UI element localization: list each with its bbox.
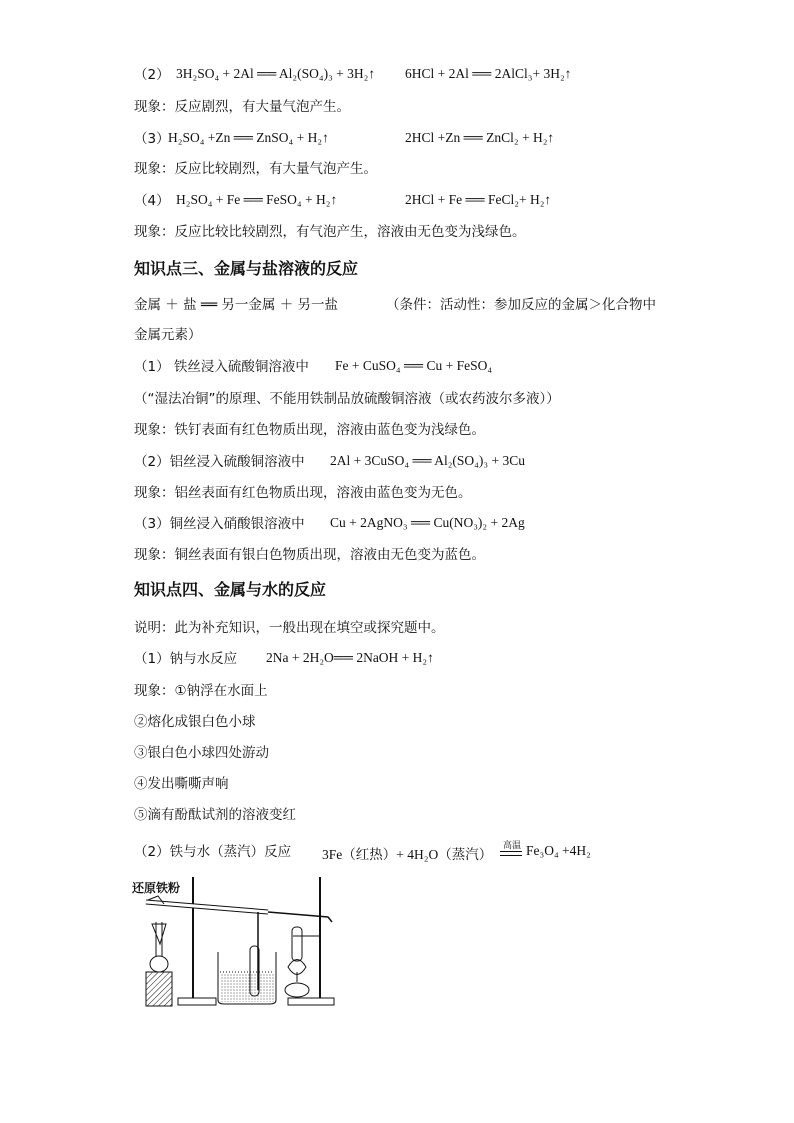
equation-cu-agno3: Cu + 2AgNO₃ ══ Cu(NO₃)₂ + 2Ag [330, 515, 525, 530]
eq-row-4-label: （4） [134, 193, 170, 209]
flask [150, 956, 168, 972]
condition-high-temp: 高温 [503, 841, 522, 851]
case-na-water-label: （1）钠与水反应 [134, 651, 238, 667]
stand-base-2 [288, 998, 334, 1005]
test-tube [292, 927, 302, 961]
na-phenomenon-3: ③银白色小球四处游动 [134, 745, 269, 761]
burner [285, 983, 309, 997]
equation-h2so4-zn: H₂SO₄ +Zn ══ ZnSO₄ + H₂↑ [168, 130, 329, 145]
metal-salt-condition-cont: 金属元素） [134, 327, 202, 343]
case-cu-agno3-label: （3）铜丝浸入硝酸银溶液中 [134, 516, 305, 532]
case-al-cuso4-label: （2）铝丝浸入硫酸铜溶液中 [134, 454, 305, 470]
na-phenomenon-4: ④发出嘶嘶声响 [134, 776, 229, 792]
phenomenon-cu-agno3: 现象：铜丝表面有银白色物质出现，溶液由无色变为蓝色。 [134, 547, 485, 563]
na-phenomenon-5: ⑤滴有酚酞试剂的溶液变红 [134, 807, 296, 823]
note-wet-copper: （“湿法冶铜”的原理、不能用铁制品放硫酸铜溶液（或农药波尔多液）） [134, 391, 560, 407]
reaction-equal-sign [500, 851, 522, 856]
iron-steam-apparatus-figure [128, 872, 343, 1012]
case-fe-steam-label: （2）铁与水（蒸汽）反应 [134, 844, 292, 860]
metal-salt-condition: （条件：活动性：参加反应的金属＞化合物中 [386, 297, 656, 313]
figure-label-iron-powder: 还原铁粉 [132, 881, 181, 895]
metal-salt-rule: 金属 ＋ 盐 ══ 另一金属 ＋ 另一盐 [134, 297, 339, 313]
water [220, 973, 274, 1002]
case-fe-cuso4-label: （1） 铁丝浸入硫酸铜溶液中 [134, 359, 309, 375]
equation-fe-steam-right: Fe₃O₄ +4H₂ [526, 843, 591, 858]
eq-row-3-label: （3） [134, 131, 170, 147]
delivery-tube [268, 912, 332, 922]
phenomenon-al-cuso4: 现象：铝丝表面有红色物质出现，溶液由蓝色变为无色。 [134, 485, 472, 501]
stand-base-1 [178, 998, 216, 1005]
supplement-note: 说明：此为补充知识，一般出现在填空或探究题中。 [134, 620, 445, 636]
na-phenomenon-2: ②熔化成银白色小球 [134, 714, 256, 730]
equation-fe-cuso4: Fe + CuSO₄ ══ Cu + FeSO₄ [335, 358, 493, 373]
equation-na-water: 2Na + 2H₂O══ 2NaOH + H₂↑ [266, 650, 434, 665]
heater-block [146, 972, 172, 1006]
eq-row-2-label: （2） [134, 67, 170, 83]
equation-hcl-al: 6HCl + 2Al ══ 2AlCl₃+ 3H₂↑ [405, 66, 572, 81]
phenomenon-al: 现象：反应剧烈，有大量气泡产生。 [134, 99, 350, 115]
section-heading-4: 知识点四、金属与水的反应 [134, 580, 327, 599]
section-heading-3: 知识点三、金属与盐溶液的反应 [134, 259, 359, 278]
phenomenon-fe: 现象：反应比较比较剧烈，有气泡产生，溶液由无色变为浅绿色。 [134, 224, 526, 240]
phenomenon-zn: 现象：反应比较剧烈，有大量气泡产生。 [134, 161, 377, 177]
na-phenomenon-1: 现象：①钠浮在水面上 [134, 683, 268, 699]
phenomenon-fe-cuso4: 现象：铁钉表面有红色物质出现，溶液由蓝色变为浅绿色。 [134, 422, 485, 438]
equation-hcl-fe: 2HCl + Fe ══ FeCl₂+ H₂↑ [405, 192, 552, 207]
equation-h2so4-al: 3H₂SO₄ + 2Al ══ Al₂(SO₄)₃ + 3H₂↑ [176, 66, 376, 81]
equation-fe-steam-left: 3Fe（红热）+ 4H₂O（蒸汽） [322, 847, 493, 862]
equation-hcl-zn: 2HCl +Zn ══ ZnCl₂ + H₂↑ [405, 130, 555, 145]
equation-h2so4-fe: H₂SO₄ + Fe ══ FeSO₄ + H₂↑ [176, 192, 338, 207]
funnel [152, 924, 166, 944]
equation-al-cuso4: 2Al + 3CuSO₄ ══ Al₂(SO₄)₃ + 3Cu [330, 453, 525, 468]
